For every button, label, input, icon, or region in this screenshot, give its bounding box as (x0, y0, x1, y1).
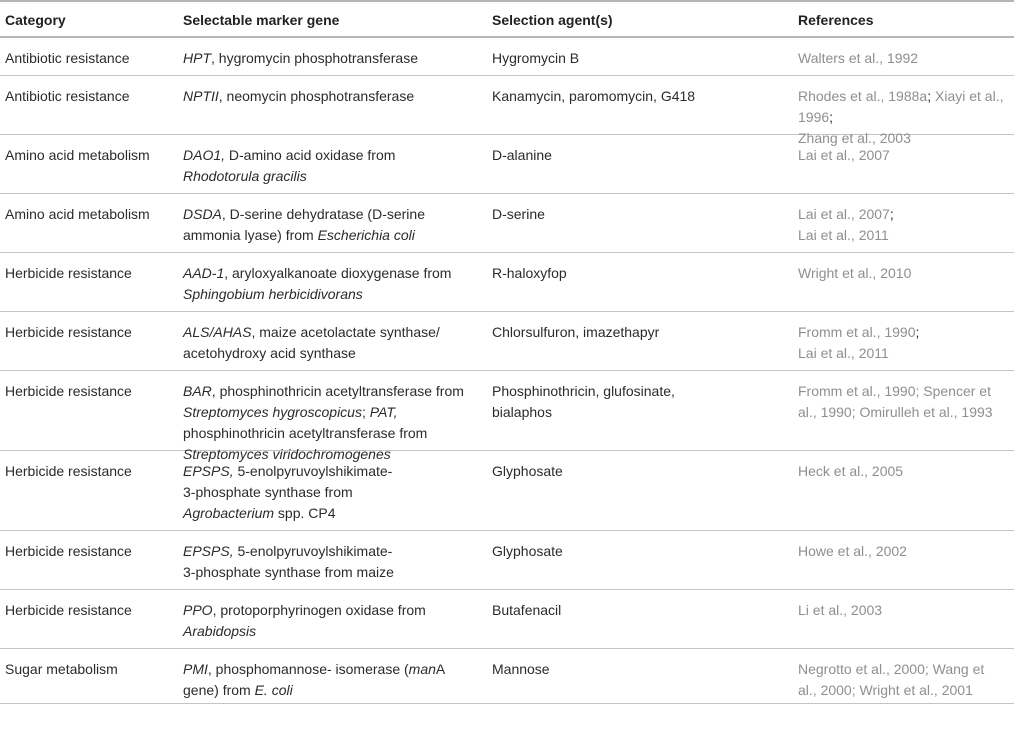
table-row (0, 253, 1014, 312)
cell-category: Herbicide resistance (5, 383, 132, 399)
cell-references (798, 38, 1014, 75)
cell-selection-agent: Chlorsulfuron, imazethapyr (492, 324, 660, 340)
cell-selection-agent: Butafenacil (492, 602, 562, 618)
cell-marker-gene: ALS/AHAS, maize acetolactate synthase/ acetohydroxy acid synthase (183, 324, 440, 361)
cell-selection-agent: Kanamycin, paromomycin, G418 (492, 88, 696, 104)
cell-category: Herbicide resistance (5, 265, 132, 281)
cell-references (798, 531, 1014, 589)
cell-marker-gene: AAD-1, aryloxyalkanoate dioxygenase from Sphingobium herbicidivorans (183, 265, 452, 302)
reference-link[interactable]: Lai et al., 2011 (798, 345, 889, 361)
header-selection-agent: Selection agent(s) (492, 12, 613, 28)
cell-selection-agent: Hygromycin B (492, 50, 580, 66)
table-body (0, 38, 1014, 704)
cell-references (798, 135, 1014, 193)
reference-link[interactable]: Howe et al., 2002 (798, 543, 907, 559)
cell-category: Antibiotic resistance (5, 50, 130, 66)
cell-selection-agent: D-serine (492, 206, 545, 222)
reference-link[interactable]: Lai et al., 2011 (798, 227, 889, 243)
table-row (0, 649, 1014, 704)
reference-link[interactable]: Zhang et al., 2003 (798, 130, 911, 146)
reference-link[interactable]: Lai et al., 2007 (798, 147, 890, 163)
cell-marker-gene: HPT, hygromycin phosphotransferase (183, 50, 418, 66)
cell-category: Sugar metabolism (5, 661, 118, 677)
table-row (0, 531, 1014, 590)
table-row (0, 312, 1014, 371)
reference-link[interactable]: Li et al., 2003 (798, 602, 883, 618)
cell-marker-gene: DAO1, D-amino acid oxidase from Rhodotorula gracilis (183, 147, 396, 184)
table-row (0, 451, 1014, 531)
reference-link[interactable]: Xiayi et al., 1996 (798, 88, 1004, 125)
table-header (0, 0, 1014, 38)
cell-references: Fromm et al., 1990; Lai et al., 2011 (798, 324, 920, 361)
cell-category: Herbicide resistance (5, 463, 132, 479)
cell-references (798, 371, 1014, 450)
cell-references (798, 253, 1014, 311)
cell-references (798, 590, 1014, 648)
reference-link[interactable]: Negrotto et al., 2000; Wang et al., 2000; Wright et al., 2001 (798, 661, 985, 698)
cell-selection-agent: D-alanine (492, 147, 552, 163)
table-row (0, 76, 1014, 146)
cell-selection-agent: R-haloxyfop (492, 265, 567, 281)
reference-link[interactable]: Lai et al., 2007 (798, 206, 890, 222)
cell-category: Herbicide resistance (5, 324, 132, 340)
cell-category: Herbicide resistance (5, 543, 132, 559)
header-category: Category (5, 12, 66, 28)
reference-link[interactable]: Wright et al., 2010 (798, 265, 912, 281)
table-row (0, 371, 1014, 462)
cell-marker-gene: NPTII, neomycin phosphotransferase (183, 88, 415, 104)
header-marker-gene: Selectable marker gene (183, 12, 340, 28)
cell-selection-agent: Phosphinothricin, glufosinate, bialaphos (492, 383, 675, 420)
table-row (0, 590, 1014, 649)
cell-category: Amino acid metabolism (5, 206, 150, 222)
reference-link[interactable]: Fromm et al., 1990; Spencer et al., 1990; Omirulleh et al., 1993 (798, 383, 993, 420)
cell-category: Herbicide resistance (5, 602, 132, 618)
cell-references: Lai et al., 2007; Lai et al., 2011 (798, 206, 894, 243)
reference-link[interactable]: Heck et al., 2005 (798, 463, 904, 479)
reference-link[interactable]: Rhodes et al., 1988a (798, 88, 928, 104)
cell-selection-agent: Glyphosate (492, 543, 563, 559)
cell-category: Amino acid metabolism (5, 147, 150, 163)
cell-marker-gene: EPSPS, 5-enolpyruvoylshikimate- 3-phosphate synthase from Agrobacterium spp. CP4 (183, 463, 393, 521)
cell-selection-agent: Mannose (492, 661, 550, 677)
table-row (0, 135, 1014, 194)
header-references: References (798, 12, 874, 28)
cell-references (798, 451, 1014, 530)
cell-marker-gene: DSDA, D-serine dehydratase (D-serine ammonia lyase) from Escherichia coli (183, 206, 425, 243)
cell-marker-gene: PPO, protoporphyrinogen oxidase from Arabidopsis (183, 602, 426, 639)
cell-category: Antibiotic resistance (5, 88, 130, 104)
cell-marker-gene: EPSPS, 5-enolpyruvoylshikimate- 3-phosphate synthase from maize (183, 543, 394, 580)
cell-marker-gene: BAR, phosphinothricin acetyltransferase from Streptomyces hygroscopicus; PAT, phosphinothricin acetyltransferase from Streptomyces viridochromogenes (183, 383, 464, 462)
reference-link[interactable]: Walters et al., 1992 (798, 50, 919, 66)
table-row (0, 38, 1014, 76)
cell-selection-agent: Glyphosate (492, 463, 563, 479)
cell-references: Rhodes et al., 1988a; Xiayi et al., 1996; Zhang et al., 2003 (798, 88, 1004, 146)
reference-link[interactable]: Fromm et al., 1990 (798, 324, 916, 340)
cell-references (798, 649, 1014, 703)
cell-marker-gene: PMI, phosphomannose- isomerase (manA gene) from E. coli (183, 661, 445, 698)
table-row (0, 194, 1014, 253)
